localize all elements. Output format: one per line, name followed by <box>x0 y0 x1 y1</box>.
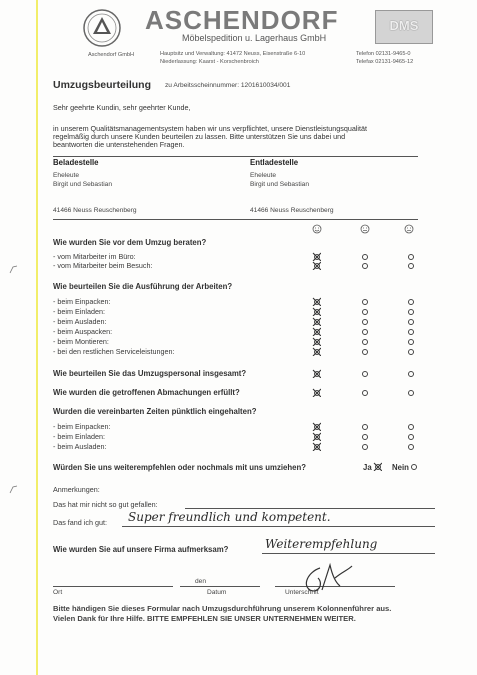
remarks-label: Anmerkungen: <box>53 485 100 494</box>
remarks-bad-line[interactable] <box>185 508 435 509</box>
q2-item-assembly: - beim Montieren: <box>53 337 109 346</box>
ort-label: Ort <box>53 589 63 596</box>
intro-line-3: beantworten die untenstehenden Fragen. <box>53 140 185 149</box>
question-punctuality: Wurden die vereinbarten Zeiten pünktlich eingehalten? <box>53 407 257 416</box>
dms-badge <box>375 10 433 44</box>
rating-radio[interactable] <box>362 424 368 430</box>
load-line-1: Eheleute <box>53 172 80 179</box>
q1-item-visit: - vom Mitarbeiter beim Besuch: <box>53 261 153 270</box>
q2-item-unloading: - beim Ausladen: <box>53 317 107 326</box>
form-title: Umzugsbeurteilung <box>53 79 152 91</box>
rating-radio[interactable] <box>408 309 414 315</box>
rating-radio[interactable] <box>362 319 368 325</box>
question-recommend: Würden Sie uns weiterempfehlen oder nochmals mit uns umziehen? <box>53 463 307 472</box>
rating-radio[interactable] <box>408 424 414 430</box>
remarks-good-line[interactable] <box>122 526 435 527</box>
address-branch: Niederlassung: Kaarst - Korschenbroich <box>160 59 259 65</box>
intro-line-2: regelmäßig durch unsere Kunden beurteilen zu lassen. Bitte unterstützen Sie uns dabei und <box>53 132 346 141</box>
rating-radio[interactable] <box>362 329 368 335</box>
remarks-bad-label: Das hat mir nicht so gut gefallen: <box>53 500 158 509</box>
answer-no-radio[interactable] <box>411 464 417 470</box>
unload-line-1: Eheleute <box>250 172 277 179</box>
company-logo-icon <box>80 8 124 48</box>
q2-item-packing: - beim Einpacken: <box>53 297 111 306</box>
margin-mark <box>8 264 18 274</box>
rating-radio[interactable] <box>362 434 368 440</box>
unload-city: 41466 Neuss Reuschenberg <box>250 207 334 214</box>
rating-radio[interactable] <box>408 299 414 305</box>
datum-label: Datum <box>207 589 227 596</box>
margin-line <box>36 0 38 675</box>
check-cross-icon <box>312 432 321 441</box>
phone: Telefon 02131-9465-0 <box>356 51 411 57</box>
job-number: zu Arbeitsscheinnummer: 1201610034/001 <box>165 82 291 89</box>
check-cross-icon <box>312 337 321 346</box>
question-advice: Wie wurden Sie vor dem Umzug beraten? <box>53 238 207 247</box>
company-name: ASCHENDORF <box>145 5 339 35</box>
dms-badge-text: DMS <box>389 18 419 33</box>
greeting: Sehr geehrte Kundin, sehr geehrter Kunde, <box>53 103 191 112</box>
load-city: 41466 Neuss Reuschenberg <box>53 207 137 214</box>
source-handwriting: Weiterempfehlung <box>265 537 378 551</box>
q2-item-services: - bei den restlichen Serviceleistungen: <box>53 347 175 356</box>
closing-line-1: Bitte händigen Sie dieses Formular nach Umzugsdurchführung unserem Kolonnenführer aus. <box>53 604 392 613</box>
q5-item-unloading: - beim Ausladen: <box>53 442 107 451</box>
intro-line-1: in unserem Qualitätsmanagementsystem haben wir uns verpflichtet, unsere Dienstleistungsqualität <box>53 124 368 133</box>
check-cross-icon <box>312 422 321 431</box>
rating-radio[interactable] <box>408 349 414 355</box>
closing-line-2: Vielen Dank für Ihre Hilfe. BITTE EMPFEHLEN SIE UNSER UNTERNEHMEN WEITER. <box>53 614 356 623</box>
q2-item-unpacking: - beim Auspacken: <box>53 327 113 336</box>
question-execution: Wie beurteilen Sie die Ausführung der Arbeiten? <box>53 282 233 291</box>
signature-scribble <box>290 560 360 600</box>
fax: Telefax 02131-9465-12 <box>356 59 414 65</box>
company-subtitle: Möbelspedition u. Lagerhaus GmbH <box>182 33 327 43</box>
q1-item-office: - vom Mitarbeiter im Büro: <box>53 252 136 261</box>
check-cross-icon <box>312 307 321 316</box>
answer-no-label: Nein <box>392 463 409 472</box>
rating-radio[interactable] <box>362 263 368 269</box>
rating-radio[interactable] <box>408 263 414 269</box>
question-source: Wie wurden Sie auf unsere Firma aufmerksam? <box>53 545 229 554</box>
check-cross-icon <box>312 442 321 451</box>
rating-radio[interactable] <box>408 390 414 396</box>
check-cross-icon <box>312 317 321 326</box>
smile-neutral-icon <box>360 224 370 234</box>
check-cross-icon <box>312 252 321 261</box>
question-staff: Wie beurteilen Sie das Umzugspersonal insgesamt? <box>53 369 247 378</box>
unterschrift-label: Unterschrift <box>285 589 319 596</box>
rating-radio[interactable] <box>408 444 414 450</box>
divider <box>53 156 418 157</box>
check-cross-icon <box>312 327 321 336</box>
question-agreements: Wie wurden die getroffenen Abmachungen erfüllt? <box>53 388 240 397</box>
unload-label: Entladestelle <box>250 158 299 167</box>
rating-radio[interactable] <box>362 254 368 260</box>
margin-mark <box>8 484 18 494</box>
place-line[interactable] <box>53 586 173 587</box>
rating-radio[interactable] <box>408 339 414 345</box>
source-line[interactable] <box>262 553 435 554</box>
rating-radio[interactable] <box>362 339 368 345</box>
q2-item-loading: - beim Einladen: <box>53 307 105 316</box>
rating-radio[interactable] <box>408 371 414 377</box>
date-line[interactable] <box>180 586 260 587</box>
company-small: Aschendorf GmbH <box>88 52 135 58</box>
check-cross-icon <box>312 261 321 270</box>
remarks-good-label: Das fand ich gut: <box>53 518 107 527</box>
rating-radio[interactable] <box>408 329 414 335</box>
smile-sad-icon <box>404 224 414 234</box>
den-label: den <box>195 578 207 585</box>
load-label: Beladestelle <box>53 158 99 167</box>
rating-radio[interactable] <box>408 254 414 260</box>
q5-item-packing: - beim Einpacken: <box>53 422 111 431</box>
unload-line-2: Birgit und Sebastian <box>250 181 310 188</box>
divider <box>53 219 418 220</box>
check-cross-icon <box>312 369 321 378</box>
check-cross-icon <box>312 297 321 306</box>
remarks-good-handwriting: Super freundlich und kompetent. <box>128 510 331 524</box>
q5-item-loading: - beim Einladen: <box>53 432 105 441</box>
check-cross-icon <box>373 462 382 471</box>
rating-radio[interactable] <box>408 434 414 440</box>
check-cross-icon <box>312 347 321 356</box>
rating-radio[interactable] <box>362 299 368 305</box>
rating-radio[interactable] <box>408 319 414 325</box>
rating-radio[interactable] <box>362 349 368 355</box>
rating-radio[interactable] <box>362 390 368 396</box>
rating-radio[interactable] <box>362 371 368 377</box>
rating-radio[interactable] <box>362 309 368 315</box>
address-main: Hauptsitz und Verwaltung: 41472 Neuss, Eisenstraße 6-10 <box>160 51 306 57</box>
rating-radio[interactable] <box>362 444 368 450</box>
smile-happy-icon <box>312 224 322 234</box>
check-cross-icon <box>312 388 321 397</box>
answer-yes-label: Ja <box>363 463 372 472</box>
load-line-2: Birgit und Sebastian <box>53 181 113 188</box>
